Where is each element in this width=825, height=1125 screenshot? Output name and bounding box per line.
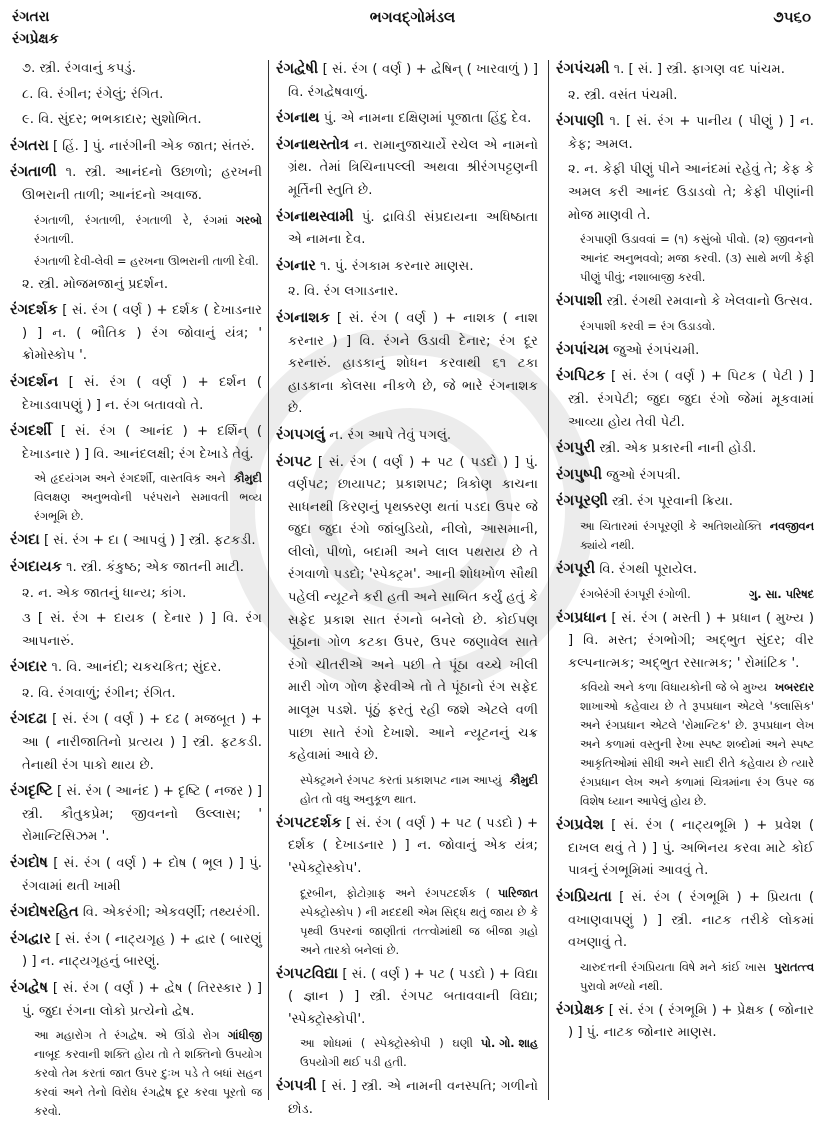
dictionary-entry	[276, 58, 538, 104]
dictionary-entry	[276, 963, 538, 1032]
dictionary-entry	[556, 490, 814, 514]
dictionary-entry	[276, 107, 538, 131]
headword: રંગપત્રી	[276, 1078, 317, 1095]
entry-sense	[22, 84, 262, 107]
definition-text: વિ. એકરંગી; એકવર્ણી; તથ્યરંગી.	[82, 905, 261, 921]
dictionary-entry	[10, 780, 262, 849]
dictionary-entry	[556, 365, 814, 434]
definition-text: [ સં. રંગ ( વર્ણ ) + દર્શન ( દેખાડવાપણું ) ] ન. રંગ બતાવવો તે.	[22, 374, 262, 413]
column-divider	[268, 60, 269, 1100]
headword: રંગદ્વાર	[10, 930, 51, 947]
definition-text: ૨. ન. કેફી પીણું પીને આનંદમાં રહેવું તે; કેફ કે અમલ કરી આનંદ ઉડાડવો તે; કેફી પીણાંની મોજ માણવી તે.	[568, 162, 814, 223]
headword: રંગનાથ	[276, 110, 320, 127]
headword: રંગનાથસ્વામી	[276, 208, 354, 225]
headword: રંગદ્વેષ	[10, 980, 48, 996]
definition-text: સ્ત્રી. રંગથી રમવાનો કે ખેલવાનો ઉત્સવ.	[606, 294, 813, 310]
usage-quote	[34, 1026, 262, 1121]
dictionary-entry	[276, 206, 538, 252]
definition-text: [ સં. રંગ ( વર્ણ ) + પટ ( પડદો ) + દર્શક ( દેખાડનાર ) ] ન. જોવાનું એક યંત્ર; 'સ્પેક્ટ્રોસ્કોપ'.	[288, 815, 538, 876]
dictionary-entry	[10, 529, 262, 553]
usage-quote	[580, 585, 814, 604]
entry-sense	[22, 109, 262, 132]
definition-text: [ સં. રંગ + દા ( આપવું ) ] સ્ત્રી. ફટકડી.	[43, 533, 256, 549]
definition-text: જુઓ રંગપત્રી.	[606, 467, 681, 483]
quote-source: ખબરદાર	[774, 681, 814, 695]
definition-text: [ સં. રંગ ( વર્ણ ) + પિટક ( પેટી ) ] સ્ત્રી. રંગપેટી; જુદા જુદા રંગો જેમાં મૂકવામાં આવ્યા હોય તેવી પેટી.	[568, 369, 814, 430]
entry-sense	[22, 58, 262, 81]
dictionary-entry	[556, 607, 814, 676]
dictionary-entry	[10, 708, 262, 777]
definition-text: [ સં. ( વર્ણ ) + પટ ( પડદો ) + વિદ્યા ( જ્ઞાન ) ] સ્ત્રી. રંગપટ બતાવવાની વિદ્યા; 'સ્પેક્ટ્રોસ્કોપી'.	[288, 966, 538, 1027]
headword: રંગદાયક	[10, 558, 62, 575]
definition-text: [ સં. રંગ ( વર્ણ ) + દર્શક ( દેખાડનાર ) ] ન. ( ભૌતિક ) રંગ જોવાનું યંત્ર; ' ક્રોમોસ્કોપ '.	[22, 303, 262, 364]
quote-source: ગાંધીજી	[227, 1029, 262, 1043]
definition-text: ૨. સ્ત્રી. વસંત પંચમી.	[568, 87, 678, 103]
dictionary-entry	[556, 886, 814, 955]
definition-text: [ સં. રંગ ( વર્ણ ) + નાશક ( નાશ કરનાર ) ] વિ. રંગને ઉડાવી દેનાર; રંગ દૂર કરનારું. હાડકાનું શોધન કરવાથી ૬૧ ટકા હાડકાના કોલસા નીકળે છે, જે ભારે રંગનાશક છે.	[288, 310, 538, 417]
headword: રંગપગલું	[276, 426, 326, 443]
headword: રંગતરા	[10, 137, 49, 154]
headword: રંગપંચમી	[556, 61, 610, 77]
quote-source: ગરબો	[236, 213, 262, 227]
headword: રંગદૃષ્ટિ	[10, 783, 53, 800]
usage-quote	[34, 252, 262, 271]
headword: રંગદ્વેષી	[276, 61, 319, 77]
dictionary-entry	[556, 999, 814, 1045]
quote-source: પારિજાત	[498, 886, 538, 900]
dictionary-entry	[556, 558, 814, 582]
dictionary-entry	[556, 339, 814, 363]
definition-text: જુઓ રંગપંચમી.	[613, 342, 700, 358]
dictionary-entry	[10, 977, 262, 1023]
definition-text: કવિયો અને કળા વિધાયકોની જે બે મુખ્ય શાખાઓ કહેવાય છે તે રૂપપ્રધાન એટલે 'ક્લાસિક' અને રંગપ્રધાન એટલે 'રોમાન્ટિક' છે. રૂપપ્રધાન લેખ અને કળામાં વસ્તુની રેખા સ્પષ્ટ શબ્દોમાં અને સ્પષ્ટ આકૃતિઓમાં સીધી અને સાદી રીતે કહેવાય છે ત્યારે રંગપ્રધાન લેખ અને કળામાં ચિત્રમાંના રંગ ઉપર જ વિશેષ ધ્યાન આપેલું હોય છે.	[580, 681, 814, 809]
usage-quote	[580, 678, 814, 811]
dictionary-entry	[10, 299, 262, 368]
quote-source: ગુ. સા. પરિષદ	[749, 587, 814, 601]
usage-quote	[300, 884, 538, 960]
usage-quote	[300, 1034, 538, 1072]
definition-text: [ સં. રંગ ( રંગભૂમિ ) + પ્રેક્ષક ( જોનાર ) ] પું. નાટક જોનાર માણસ.	[568, 1002, 814, 1041]
dictionary-entry	[556, 290, 814, 314]
definition-text: એ હૃદયંગમ અને રંગદર્શી, વાસ્તવિક અને વિલક્ષણ અનુભવોની પરંપરાને સમાવતી ભવ્ય રંગભૂમિ છે.	[34, 472, 262, 524]
headword: રંગદોષ	[10, 855, 48, 872]
definition-text: રંગપાશી કરવી = રંગ ઉડાડવો.	[580, 319, 716, 333]
dictionary-entry	[10, 556, 262, 580]
dictionary-entry	[276, 424, 538, 448]
headword: રંગપ્રવેશ	[556, 817, 604, 834]
definition-text: ૯. વિ. સુંદર; ભભકાદાર; સુશોભિત.	[22, 112, 202, 128]
dictionary-entry	[276, 307, 538, 421]
dictionary-entry	[10, 135, 262, 159]
definition-text: આ ચિતારમાં રંગપૂરણી કે અતિશયોક્તિ ક્યાંયે નથી.	[580, 519, 762, 552]
definition-text: પું. દ્રાવિડી સંપ્રદાયના અધિષ્ઠાતા એ નામના દેવ.	[288, 209, 538, 248]
definition-text: ૧. સ્ત્રી. આનંદનો ઉછાળો; હરખની ઊભરાની તાળી; આનંદનો અવાજ.	[22, 165, 262, 203]
dictionary-entry	[276, 1075, 538, 1121]
quote-source: પુરાતત્ત્વ	[774, 960, 814, 974]
column-2	[276, 58, 538, 1125]
definition-text: ૧. સ્ત્રી. કંકુષ્ઠ; એક જાતની માટી.	[66, 559, 244, 575]
headword: રંગપાણી	[556, 113, 604, 130]
dictionary-entry	[10, 656, 262, 680]
dictionary-entry	[556, 437, 814, 461]
definition-text: [ સં. રંગ ( વર્ણ ) + દ્વેષ ( તિરસ્કાર ) ] પું. જુદા રંગના લોકો પ્રત્યેનો દ્વેષ.	[22, 981, 262, 1019]
definition-text: [ સં. રંગ ( વર્ણ ) + દોષ ( ભૂલ ) ] પું. રંગવામાં થતી ખામી	[22, 856, 262, 894]
usage-quote	[580, 517, 814, 555]
headword: રંગપટ	[276, 453, 312, 470]
headword: રંગદર્શી	[10, 423, 52, 440]
definition-text: રંગબેરંગી રંગપૂરી રંગોળી.	[580, 587, 691, 601]
entry-sense	[22, 683, 262, 706]
definition-text: [ સં. રંગ ( વર્ણ ) + દ્વેષિન્ ( ખારવાળું ) ] વિ. રંગદ્વેષવાળું.	[288, 62, 538, 100]
definition-text: [ સં. રંગ ( મસ્તી ) + પ્રધાન ( મુખ્ય ) ] વિ. મસ્ત; રંગભોગી; અદ્ભુત સુંદર; વીર કલ્પનાત્મક; અદ્ભુત રસાત્મક; ' રોમાંટિક '.	[568, 610, 814, 671]
dictionary-entry	[10, 371, 262, 417]
entry-sense	[22, 274, 262, 297]
definition-text: [ સં. રંગ ( રંગભૂમિ ) + પ્રિયતા ( વખાણવાપણું ) ] સ્ત્રી. નાટક તરીકે લોકમાં વખણાવું તે.	[568, 890, 814, 951]
headword: રંગપ્રિયતા	[556, 889, 612, 906]
definition-text: રંગપાણી ઉડાવવાં = (૧) કસુંબો પીવો. (૨) જીવનનો આનંદ અનુભવવો; મજા કરવી. (૩) સાથે મળી કેફી પીણું પીવું; નશાબાજી કરવી.	[580, 233, 814, 285]
dictionary-entry	[556, 110, 814, 156]
definition-text: ૭. સ્ત્રી. રંગવાનું કપડું.	[22, 61, 136, 76]
headword: રંગનાર	[276, 257, 316, 274]
dictionary-entry	[10, 420, 262, 466]
headword: રંગદઢા	[10, 711, 47, 728]
dictionary-entry	[10, 852, 262, 898]
definition-text: [ સં. રંગ ( નાટ્યગૃહ ) + દ્વાર ( બારણું ) ] ન. નાટ્યગૃહનું બારણું.	[22, 931, 262, 970]
definition-text: ૧. [ સં. ] સ્ત્રી. ફાગણ વદ પાંચમ.	[613, 62, 786, 77]
dictionary-entry	[276, 255, 538, 279]
usage-quote	[34, 211, 262, 249]
headword: રંગતાળી	[10, 164, 57, 181]
headword: રંગપુષ્પી	[556, 466, 602, 483]
usage-quote	[300, 771, 538, 809]
definition-text: ૮. વિ. રંગીન; રંગેલું; રંગિત.	[22, 86, 164, 102]
headword: રંગનાથસ્તોત્ર	[276, 136, 349, 153]
definition-text: ૨. ન. એક જાતનું ધાન્ય; કાંગ.	[22, 585, 187, 601]
quote-source: કૌમુદી	[233, 472, 262, 486]
headword: રંગદાર	[10, 659, 48, 676]
dictionary-entry	[556, 814, 814, 883]
quote-source: પો. ગો. શાહ	[480, 1037, 538, 1051]
dictionary-entry	[556, 464, 814, 488]
entry-sense	[568, 159, 814, 227]
headword: રંગદા	[10, 532, 40, 549]
definition-text: ન. રામાનુજાચાર્યે રચેલ એ નામનો ગ્રંથ. તેમાં ત્રિચિનાપલ્લી અથવા શ્રીરંગપટ્ટણની મૂર્તિની સ્તુતિ છે.	[288, 137, 538, 198]
definition-text: સ્ત્રી. રંગ પૂરવાની ક્રિયા.	[611, 494, 733, 510]
definition-text: વિ. રંગથી પૂરાયેલ.	[599, 561, 698, 577]
definition-text: સ્પેક્ટ્રમને રંગપટ કરતાં પ્રકાશપટ નામ આપ્યું હોત તો વધુ અનુકૂળ થાત.	[300, 773, 502, 806]
headword: રંગદર્શન	[10, 373, 59, 390]
dictionary-entry	[10, 928, 262, 974]
headword: રંગપિટક	[556, 368, 606, 385]
headword: રંગપૂરણી	[556, 493, 608, 510]
definition-text: સ્ત્રી. એક પ્રકારની નાની હોડી.	[599, 441, 757, 457]
definition-text: ૧. વિ. આનંદી; ચકચકિત; સુંદર.	[51, 660, 222, 676]
column-3	[556, 58, 814, 1048]
dictionary-entry	[276, 451, 538, 768]
dictionary-entry	[276, 134, 538, 203]
headword: રંગનાશક	[276, 309, 330, 326]
guide-word-last: રંગપ્રેક્ષક	[12, 31, 59, 47]
headword: રંગપૂરી	[556, 560, 596, 577]
quote-source: કૌમુદી	[509, 773, 538, 787]
dictionary-entry	[10, 901, 262, 925]
definition-text: ન. રંગ આપે તેવું પગલું.	[329, 427, 452, 443]
headword: રંગપટવિદ્યા	[276, 965, 339, 982]
entry-sense	[568, 85, 814, 108]
definition-text: [ સં. રંગ ( નાટ્યભૂમિ ) + પ્રવેશ ( દાખલ થવું તે ) ] પું. અભિનય કરવા માટે કોઈ પાત્રનું રંગભૂમિમાં આવવું તે.	[568, 818, 814, 879]
headword: રંગપટદર્શક	[276, 814, 342, 831]
dictionary-entry	[556, 58, 814, 82]
definition-text: ૨. વિ. રંગવાળું; રંગીન; રંગિત.	[22, 685, 176, 701]
headword: રંગપ્રધાન	[556, 609, 607, 626]
usage-quote	[580, 958, 814, 996]
headword: રંગપાંચમ	[556, 341, 609, 358]
column-1	[10, 58, 262, 1124]
quote-source: નવજીવન	[769, 519, 814, 533]
guide-word-first: રંગતરા	[12, 9, 50, 25]
definition-text: ચારુદત્તની રંગપ્રિયતા વિષે મને કાંઈ ખાસ પુરાવો મળ્યો નથી.	[580, 960, 767, 993]
headword: રંગપાશી	[556, 293, 603, 310]
definition-text: ૨. સ્ત્રી. મોજમજાનું પ્રદર્શન.	[22, 276, 169, 292]
dictionary-entry	[276, 812, 538, 881]
definition-text: આ શોધમાં ( સ્પેક્ટ્રોસ્કોપી ) ઘણી ઉપયોગી થઈ પડી હતી.	[300, 1037, 473, 1070]
usage-quote	[580, 317, 814, 336]
definition-text: રંગતાળી, રંગતાળી, રંગતાળી રે, રંગમાં રંગતાળી.	[34, 213, 229, 246]
definition-text: [ હિં. ] પું. નારંગીની એક જાત; સંતરું.	[52, 138, 255, 154]
entry-sense	[288, 281, 538, 304]
definition-text: આ મહારોગ તે રંગદ્વેષ. એ ઊંડો રોગ નાબૂદ કરવાની શક્તિ હોય તો તે શક્તિનો ઉપયોગ કરવો તેમ કરતાં જાત ઉપર દુઃખ પડે તે બધાં સહન કરવાં અને તેનો વિરોધ રંગદ્વેષ દૂર કરવા પૂરતો જ કરવો.	[34, 1029, 262, 1119]
definition-text: દૂરબીન, ફોટોગ્રાફ અને રંગપટદર્શક ( સ્પેક્ટ્રોસ્કોપ ) ની મદદથી એમ સિદ્ધ થતું જાય છે કે પૃથ્વી ઉપરનાં જાણીતાં તત્ત્વોમાંથી જ બીજા ગ્રહો અને તારકો બનેલાં છે.	[300, 886, 538, 957]
usage-quote	[34, 469, 262, 526]
definition-text: [ સં. રંગ ( વર્ણ ) + દઢ ( મજબૂત ) + આ ( નારીજાતિનો પ્રત્યય ) ] સ્ત્રી. ફટકડી. તેનાથી રંગ પાકો થાય છે.	[22, 712, 263, 773]
definition-text: ૨. વિ. રંગ લગાડનાર.	[288, 284, 399, 300]
entry-sense	[22, 583, 262, 606]
definition-text: ૧. પું. રંગકામ કરનાર માણસ.	[320, 258, 474, 274]
headword: રંગપુરી	[556, 440, 596, 457]
definition-text: પું. એ નામના દક્ષિણમાં પૂજાતા હિંદુ દેવ.	[323, 111, 532, 127]
headword: રંગપ્રેક્ષક	[556, 1001, 605, 1018]
headword: રંગદર્શક	[10, 302, 58, 319]
definition-text: [ સં. રંગ ( વર્ણ ) + પટ ( પડદો ) ] પું. વર્ણપટ; છાયાપટ; પ્રકાશપટ; ત્રિકોણ કાચના સાધનથી કિરણનું પૃથક્કરણ થતાં પડદા ઉપર જે જુદા જુદા રંગો જાંબુડિયો, નીલો, આસમાની, લીલો, પીળો, બદામી અને લાલ પથરાય છે તે રંગવાળો પડદો; 'સ્પેક્ટ્રમ'. આની શોધખોળ સૌથી પહેલી ન્યૂટને કરી હતી અને સાબિત કર્યું હતું કે સફેદ પ્રકાશ સાત રંગનો બનેલો છે. કોઈપણ પૂંઠાના ગોળ કટકા ઉપર, ઉપર જણાવેલ સાતે રંગો ચીતરીએ અને પછી તે પૂંઠા વચ્ચે ખીલી મારી ગોળ ગોળ ફેરવીએ તો તે પૂંઠાનો રંગ સફેદ માલૂમ પડશે. પૂંઠું ફરતું રહી જશે એટલે વળી પાછા સાતે રંગો દેખાશે. આને ન્યૂટનનું ચક્ર કહેવામાં આવે છે.	[288, 454, 538, 764]
definition-text: ૩ [ સં. રંગ + દાયક ( દેનાર ) ] વિ. રંગ આપનારું.	[22, 611, 262, 649]
definition-text: ૧. [ સં. રંગ + પાનીય ( પીણું ) ] ન. કેફ; અમલ.	[568, 114, 814, 152]
headword: રંગદોષરહિત	[10, 904, 79, 921]
page-title: ભગવદ્ગોમંડલ	[369, 8, 456, 26]
definition-text: [ સં. રંગ ( આનંદ ) + દર્શિન્ ( દેખાડનાર ) ] વિ. આનંદલક્ષી; રંગ દેખાડે તેવું.	[22, 424, 262, 462]
usage-quote	[580, 230, 814, 287]
page-number: ૭૫૬૦	[773, 8, 811, 26]
definition-text: રંગતાળી દેવી-લેવી = હરખના ઊભરાની તાળી દેવી.	[34, 254, 259, 268]
entry-sense	[22, 608, 262, 653]
definition-text: [ સં. ] સ્ત્રી. એ નામની વનસ્પતિ; ગળીનો છોડ.	[288, 1079, 538, 1117]
definition-text: [ સં. રંગ ( આનંદ ) + દૃષ્ટિ ( નજર ) ] સ્ત્રી. કૌતુકપ્રેમ; જીવનનો ઉલ્લાસ; ' રોમાન્ટિસિઝમ '.	[22, 784, 262, 845]
dictionary-entry	[10, 161, 262, 207]
column-divider	[548, 60, 549, 1100]
